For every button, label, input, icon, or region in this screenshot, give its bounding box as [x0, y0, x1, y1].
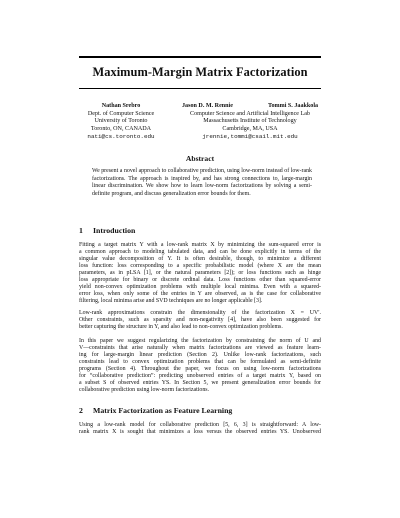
section-heading: [79, 226, 135, 235]
author-email: jrennie,tommi@csail.mit.edu: [202, 133, 298, 140]
author-name: Nathan Srebro: [101, 103, 141, 109]
author-affiliation-line: Computer Science and Artificial Intelligence Lab: [190, 110, 310, 117]
text-line: parameters, as in pLSA [1], or the natural parameters [2]); or loss functions such as hinge: [79, 270, 321, 277]
text-line: Other constraints, such as sparsity and non-negativity [4], have also been suggested for: [79, 317, 321, 324]
title-top-rule: [79, 56, 321, 58]
section-number: 2: [79, 406, 83, 415]
text-line: Low-rank approximations constrain the dimensionality of the factorization X = UV′.: [79, 310, 321, 316]
text-line: for “collaborative prediction”: predicting unobserved entries of a target matrix Y, based on: [79, 373, 321, 380]
paragraph: [79, 242, 321, 305]
text-line: collaborative prediction using low-norm factorizations.: [79, 387, 210, 394]
text-line: Fitting a target matrix Y with a low-rank matrix X by minimizing the sum-squared error is: [79, 242, 321, 248]
abstract-text: We present a novel approach to collaborative prediction, using low-norm instead of low-rank factorizations. The approach is inspired by, and has strong connections to, large-margin linear discrimination. We show how to learn low-norm factorizations by solving a semi-definite program, and discuss generalization error bounds for them.: [92, 168, 312, 197]
author-affiliation-line: Cambridge, MA, USA: [222, 125, 278, 132]
author-block-1: [79, 103, 163, 141]
text-line: ing for large-margin linear prediction (Section 2). Unlike low-rank factorizations, such: [79, 352, 321, 359]
abstract-heading: Abstract: [185, 154, 215, 163]
text-line: In this paper we suggest regularizing the factorization by constraining the norm of U and: [79, 338, 321, 344]
author-name-row: [176, 103, 324, 111]
paragraph: [79, 338, 321, 394]
paragraph: [79, 310, 321, 331]
text-line: programs (Section 4). Throughout the paper, we focus on using low-norm factorizations: [79, 366, 321, 373]
text-line: rank matrix X is sought that minimizes a loss versus the observed entries YS. Unobserved: [79, 429, 321, 436]
text-line: loss function: loss corresponding to a specific probabilistic model (where X are the mean: [79, 263, 321, 270]
author-name: Jason D. M. Rennie: [182, 103, 233, 109]
author-affiliation-line: Massachusetts Institute of Technology: [203, 118, 297, 124]
paragraph: [79, 422, 321, 436]
author-affiliation-line: Dept. of Computer Science: [87, 110, 155, 117]
text-line: constraints lead to convex optimization problems that can be formulated as semi-definite: [79, 359, 321, 366]
author-affiliation-line: University of Toronto: [94, 118, 148, 124]
text-line: singular value decomposition of Y. It is often desirable, though, to minimize a different: [79, 256, 321, 263]
text-line: filtering, local minima arise and SVD techniques are no longer applicable [3].: [79, 298, 263, 305]
title-bottom-rule: [79, 88, 321, 89]
text-line: Using a low-rank model for collaborative prediction [5, 6, 3] is straightforward: A low-: [79, 422, 321, 428]
section-heading: [79, 406, 232, 415]
author-affiliation-line: Toronto, ON, CANADA: [90, 125, 152, 132]
text-line: better capturing the structure in Y, and also lead to non-convex optimization problems.: [79, 324, 283, 331]
text-line: a subset S of observed entries YS. In Section 5, we present generalization error bounds for: [79, 380, 321, 387]
author-block-2: [176, 103, 324, 141]
section-number: 1: [79, 226, 83, 235]
text-line: loss appropriate for binary or discrete ordinal data. Loss functions other than squared-error: [79, 277, 321, 284]
text-line: error loss, when only some of the entries in Y are observed, as is the case for collaborative: [79, 291, 321, 298]
section-title: Matrix Factorization as Feature Learning: [93, 406, 233, 415]
paper-title: Maximum-Margin Matrix Factorization: [92, 65, 308, 79]
text-line: a common approach to modeling tabulated data, and can be done explicitly in terms of the: [79, 249, 321, 256]
section-title: Introduction: [93, 226, 136, 235]
text-line: V—constraints that arise naturally when matrix factorizations are viewed as feature learn-: [79, 345, 321, 352]
text-line: yield non-convex optimization problems with multiple local minima. Even with a squared-: [79, 284, 321, 291]
author-name: Tommi S. Jaakkola: [268, 103, 319, 109]
author-email: nati@cs.toronto.edu: [87, 133, 155, 140]
